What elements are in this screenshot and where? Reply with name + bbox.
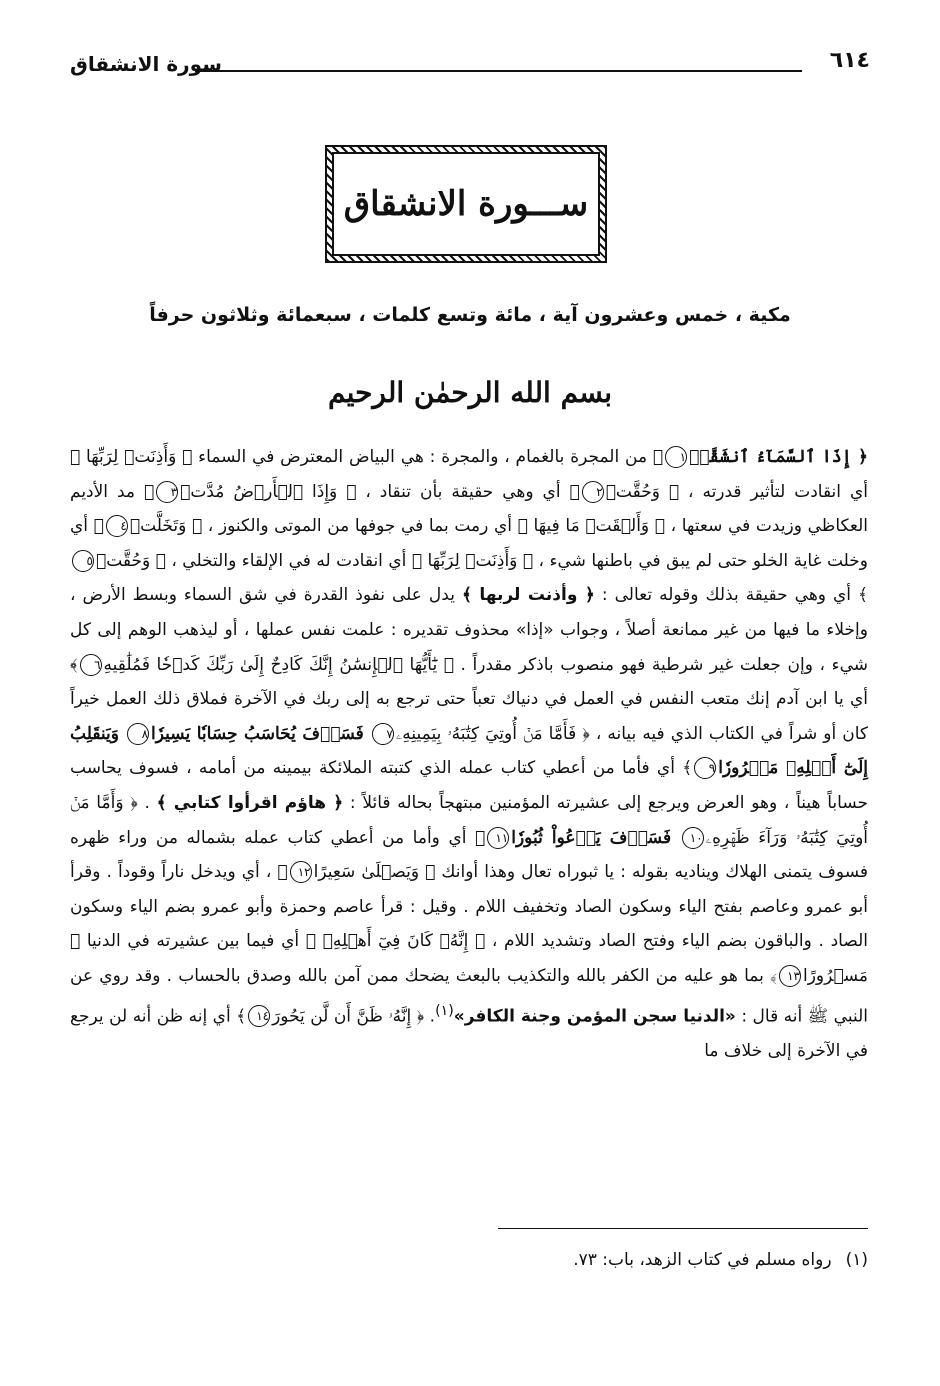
surah-title-inner — [332, 152, 600, 256]
verse-number: ٨ — [127, 723, 149, 745]
verse-number: ٩ — [694, 757, 716, 779]
text-run: ﴾ أي إنه ظن أنه لن يرجع في الآخرة إلى خلاف ما — [70, 1006, 868, 1061]
text-run: ﴾ أي وأما من أعطي كتاب عمله بشماله من وراء ظهره فسوف يتمنى الهلاك ويناديه بقوله : يا ثبوراه تعال وهذا أوانك ﴿ وَيَصۡلَىٰ سَعِيرًا — [70, 827, 868, 883]
footnote-rule — [498, 1228, 868, 1229]
verse-number: ٢ — [582, 481, 604, 503]
verse-number: ١٠ — [682, 827, 704, 849]
text-run: ﴾ من المجرة بالغمام ، والمجرة : هي البياض المعترض في السماء ﴿ وَأَذِنَتۡ لِرَبِّهَا ﴾ أي انقادت لتأثير قدرته ، ﴿ وَحُقَّتۡ — [70, 447, 868, 502]
surah-meta-line: مكية ، خمس وعشرون آية ، مائة وتسع كلمات ، سبعمائة وثلاثون حرفاً — [149, 304, 791, 326]
quoted-verse: ﴿ وأذنت لربها ﴾ — [461, 585, 595, 606]
page-number: ٦١٤ — [829, 48, 870, 73]
verse-number: ١ — [665, 446, 687, 468]
verse-number: ١١ — [487, 827, 509, 849]
tafsir-paragraph — [70, 440, 868, 1068]
text-run: ﴾ أي يا ابن آدم إنك متعب النفس في العمل في دنياك تعباً حتى ترجع به إلى ربك في الآخرة فملاق ذلك العمل خيراً كان أو شراً في الكتاب الذي فيه بيانه ، ﴿ فَأَمَّا مَنۡ أُوتِيَ كِتَٰبَهُۥ بِيَمِينِهِۦ — [70, 654, 869, 744]
tafsir-body — [70, 440, 868, 1068]
verse-number: ٤ — [106, 515, 128, 537]
text-run: ﴾ ، أي ويدخل ناراً وقوداً . وقرأ أبو عمرو وعاصم بفتح الياء وسكون الصاد وتخفيف اللام . وقيل : قرأ عاصم وحمزة وأبو عمرو بضم الياء وسكون الصاد . والباقون بضم الياء وفتح الصاد وتشديد اللام ، ﴿ إِنَّهُۥ كَانَ فِيٓ أَهۡلِهِۦ ﴾ أي فيما بين عشيرته في الدنيا ﴿ مَسۡرُورًا — [70, 862, 868, 986]
footnote-reference[interactable]: (١) — [435, 1002, 454, 1019]
text-run: ﴾ بما هو عليه من الكفر بالله والتكذيب بالبعث يضحك ممن آمن بالله وصدق بالحساب . وقد روي عن النبي ﷺ أنه قال : — [70, 965, 868, 1027]
running-header — [70, 42, 870, 82]
verse-number: ٣ — [156, 481, 178, 503]
running-title: سورة الانشقاق — [70, 52, 222, 76]
verse-number: ٧ — [372, 723, 394, 745]
footnote — [70, 1250, 868, 1270]
hadith-quote: «الدنيا سجن المؤمن وجنة الكافر» — [453, 1006, 736, 1027]
footnote-mark: (١) — [845, 1250, 868, 1270]
text-run: يدل على نفوذ القدرة في شق السماء وبسط الأرض ، وإخلاء ما فيها من غير ممانعة أصلاً ، وجواب «إذا» محذوف تقديره : علمت نفس عملها ، أو ليذهب الوهم إلى كل شيء ، وإن جعلت غير شرطية فهو منصوب باذكر مقدراً . ﴿ يَٰٓأَيُّهَا ٱلۡإِنسَٰنُ إِنَّكَ كَادِحٌ إِلَىٰ رَبِّكَ كَدۡحٗا فَمُلَٰقِيهِ — [70, 585, 868, 675]
text-run: ﴿ إِذَا ٱلسَّمَآءُ ٱنشَقَّتۡ — [689, 447, 868, 467]
text-run: ﴾ أي وهي حقيقة بأن تنقاد ، ﴿ وَإِذَا ٱلۡأَرۡضُ مُدَّتۡ — [180, 481, 580, 502]
verse-number: ٥ — [72, 550, 94, 572]
verse-number: ١٤ — [248, 1005, 270, 1027]
quoted-verse: ﴿ هاؤم اقرأوا كتابي ﴾ — [156, 792, 344, 813]
text-run: فَسَوۡفَ يُحَاسَبُ حِسَابٗا يَسِيرٗا — [151, 723, 364, 744]
header-rule — [195, 70, 802, 72]
basmala: بسم الله الرحمٰن الرحيم — [328, 376, 612, 409]
text-run: فَسَوۡفَ يَدۡعُواْ ثُبُورٗا — [511, 827, 672, 848]
text-run: ﴾ أي فأما من أعطي كتاب عمله الذي كتبته الملائكة بيمينه من أمامه ، فسوف يحاسب حساباً هيناً ، وهو العرض ويرجع إلى عشيرته المؤمنين مبتهجاً بحاله قائلاً : — [70, 758, 868, 813]
text-run: . ﴿ وَأَمَّا مَنۡ أُوتِيَ كِتَٰبَهُۥ وَرَآءَ ظَهۡرِهِۦ — [70, 792, 869, 848]
verse-number: ٦ — [80, 654, 102, 676]
text-run: وَيَنقَلِبُ إِلَىٰٓ أَهۡلِهِۦ مَسۡرُورٗا — [70, 723, 868, 779]
surah-title: ســـورة الانشقاق — [343, 184, 589, 224]
footnote-text: رواه مسلم في كتاب الزهد، باب: ٧٣. — [573, 1250, 832, 1270]
surah-title-frame — [325, 145, 607, 263]
text-run: ﴾ أي وهي حقيقة بذلك وقوله تعالى : — [601, 585, 869, 606]
text-run: . ﴿ إِنَّهُۥ ظَنَّ أَن لَّن يَحُورَ — [272, 1006, 436, 1027]
verse-number: ١٢ — [290, 861, 312, 883]
text-run: ﴾ مد الأديم العكاظي وزيدت في سعتها ، ﴿ وَأَلۡقَتۡ مَا فِيهَا ﴾ أي رمت بما في جوفها من الموتى والكنوز ، ﴿ وَتَخَلَّتۡ — [70, 481, 868, 537]
verse-number: ١٣ — [779, 965, 801, 987]
text-run: ﴾ أي وخلت غاية الخلو حتى لم يبق في باطنها شيء ، ﴿ وَأَذِنَتۡ لِرَبِّهَا ﴾ أي انقادت له في الإلقاء والتخلي ، ﴿ وَحُقَّتۡ — [70, 516, 868, 571]
